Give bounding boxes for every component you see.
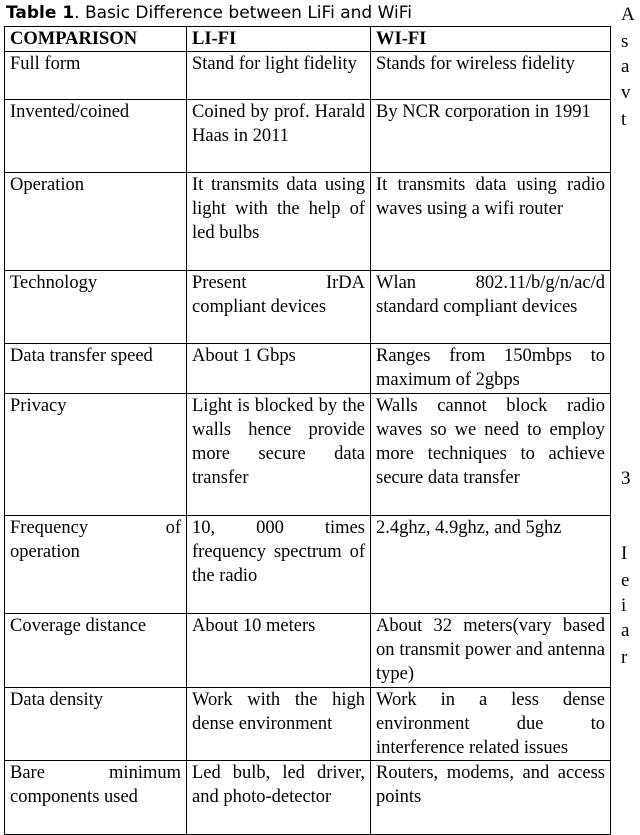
lifi-cell: It transmits data using light with the help of led bulbs <box>187 173 371 271</box>
table-header-row <box>5 27 611 52</box>
table-label: Table 1 <box>6 3 75 23</box>
table-row <box>5 52 611 100</box>
lifi-cell: Coined by prof. Harald Haas in 2011 <box>187 100 371 173</box>
wifi-cell: Wlan 802.11/b/g/n/ac/d standard compliant devices <box>371 271 611 344</box>
side-text-char: I <box>621 543 628 564</box>
side-text-char: a <box>621 620 630 641</box>
side-text-char: 3 <box>621 468 631 489</box>
side-text-char: i <box>621 595 627 616</box>
table-row <box>5 516 611 614</box>
lifi-cell: Light is blocked by the walls hence provide more secure data transfer <box>187 394 371 516</box>
side-text-char: e <box>621 570 630 591</box>
row-label: Full form <box>5 52 187 100</box>
wifi-cell: It transmits data using radio waves using a wifi router <box>371 173 611 271</box>
lifi-cell: Stand for light fidelity <box>187 52 371 100</box>
wifi-cell: Ranges from 150mbps to maximum of 2gbps <box>371 344 611 394</box>
side-text-char: A <box>621 4 635 25</box>
lifi-cell: 10, 000 times frequency spectrum of the radio <box>187 516 371 614</box>
row-label: Data density <box>5 688 187 761</box>
lifi-cell: Present IrDA compliant devices <box>187 271 371 344</box>
table-row <box>5 271 611 344</box>
table-caption <box>6 0 412 26</box>
header-lifi: LI-FI <box>187 27 371 52</box>
lifi-cell: Work with the high dense environment <box>187 688 371 761</box>
wifi-cell: Walls cannot block radio waves so we need to employ more techniques to achieve secure data transfer <box>371 394 611 516</box>
side-text-char: v <box>621 82 631 103</box>
header-wifi: WI-FI <box>371 27 611 52</box>
lifi-cell: About 10 meters <box>187 614 371 688</box>
row-label: Privacy <box>5 394 187 516</box>
comparison-table <box>4 26 611 835</box>
wifi-cell: Routers, modems, and access points <box>371 761 611 835</box>
table-row <box>5 100 611 173</box>
lifi-cell: About 1 Gbps <box>187 344 371 394</box>
table-row <box>5 394 611 516</box>
row-label: Operation <box>5 173 187 271</box>
wifi-cell: Work in a less dense environment due to interference related issues <box>371 688 611 761</box>
table-row <box>5 761 611 835</box>
wifi-cell: By NCR corporation in 1991 <box>371 100 611 173</box>
table-row <box>5 173 611 271</box>
row-label: Technology <box>5 271 187 344</box>
row-label: Coverage distance <box>5 614 187 688</box>
table-row <box>5 688 611 761</box>
side-text-char: t <box>621 109 627 130</box>
wifi-cell: Stands for wireless fidelity <box>371 52 611 100</box>
table-caption-text: . Basic Difference between LiFi and WiFi <box>74 3 413 23</box>
row-label: Data transfer speed <box>5 344 187 394</box>
row-label: Invented/coined <box>5 100 187 173</box>
header-comparison: COMPARISON <box>5 27 187 52</box>
table-row <box>5 344 611 394</box>
lifi-cell: Led bulb, led driver, and photo-detector <box>187 761 371 835</box>
row-label: Bare minimum components used <box>5 761 187 835</box>
side-text-char: s <box>621 31 629 52</box>
wifi-cell: 2.4ghz, 4.9ghz, and 5ghz <box>371 516 611 614</box>
side-text-char: r <box>621 647 628 668</box>
row-label: Frequency of operation <box>5 516 187 614</box>
side-text-char: a <box>621 56 630 77</box>
wifi-cell: About 32 meters(vary based on transmit power and antenna type) <box>371 614 611 688</box>
table-row <box>5 614 611 688</box>
